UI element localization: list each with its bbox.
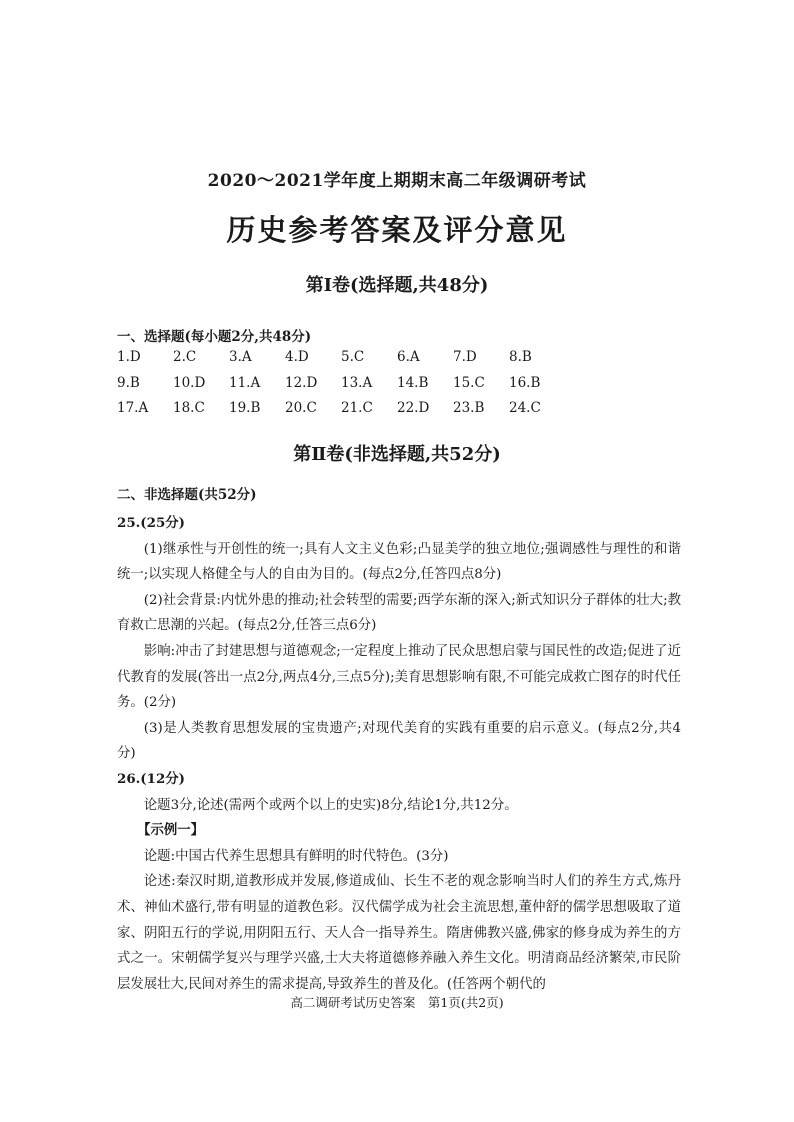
question-26-label: 26.(12分) [117, 770, 185, 787]
answer-item: 12.D [285, 374, 318, 391]
answer-row [117, 349, 677, 375]
page-title: 历史参考答案及评分意见 [226, 213, 568, 247]
answer-item: 10.D [173, 374, 206, 391]
answer-item: 5.C [341, 349, 365, 365]
answer-item: 1.D [117, 349, 141, 365]
q25-part2-impact: 影响:冲击了封建思想与道德观念;一定程度上推动了民众思想启蒙与国民性的改造;促进了近代教育的发展(答出一点2分,两点4分,三点5分);美育思想影响有限,不可能完成救亡图存的时代任务。(2分) [117, 643, 681, 711]
answer-item: 4.D [285, 349, 309, 365]
answer-item: 3.A [229, 349, 252, 365]
answer-item: 17.A [117, 400, 149, 416]
answer-item: 6.A [397, 349, 420, 365]
answer-item: 2.C [173, 349, 197, 365]
answer-item: 21.C [341, 400, 373, 416]
answer-item: 24.C [509, 400, 541, 416]
part1-title: 第Ⅰ卷(选择题,共48分) [305, 275, 489, 296]
answer-item: 20.C [285, 400, 317, 416]
part2-title: 第Ⅱ卷(非选择题,共52分) [293, 444, 501, 465]
answer-item: 15.C [453, 374, 485, 391]
answer-item: 13.A [341, 374, 373, 391]
example-one-label: 【示例一】 [137, 822, 205, 839]
mc-answer-grid [117, 349, 677, 426]
essay-answers [117, 511, 681, 997]
q25-part2-background: (2)社会背景:内忧外患的推动;社会转型的需要;西学东渐的深入;新式知识分子群体的壮大;教育救亡思潮的兴起。(每点2分,任答三点6分) [117, 592, 681, 634]
answer-item: 23.B [453, 400, 485, 416]
answer-item: 22.D [397, 400, 430, 416]
q26-scoring-rule: 论题3分,论述(需两个或两个以上的史实)8分,结论1分,共12分。 [143, 797, 518, 813]
answer-item: 14.B [397, 374, 429, 391]
answer-item: 19.B [229, 400, 261, 416]
answer-item: 8.B [509, 349, 532, 365]
question-25-label: 25.(25分) [117, 515, 185, 531]
q26-thesis: 论题:中国古代养生思想具有鲜明的时代特色。(3分) [143, 848, 449, 864]
answer-item: 11.A [229, 374, 261, 391]
section1-heading: 一、选择题(每小题2分,共48分) [117, 329, 312, 345]
answer-row [117, 375, 677, 401]
answer-item: 18.C [173, 400, 205, 416]
exam-title: 2020～2021学年度上期期末高二年级调研考试 [207, 171, 587, 191]
answer-item: 16.B [509, 374, 541, 391]
q25-part1-answer: (1)继承性与开创性的统一;具有人文主义色彩;凸显美学的独立地位;强调感性与理性的和谐统一;以实现人格健全与人的自由为目的。(每点2分,任答四点8分) [117, 541, 681, 583]
answer-item: 9.B [117, 374, 140, 391]
answer-row [117, 400, 677, 426]
answer-item: 7.D [453, 349, 477, 365]
page-footer: 高二调研考试历史答案 第1页(共2页) [290, 995, 504, 1010]
q26-argument: 论述:秦汉时期,道教形成并发展,修道成仙、长生不老的观念影响当时人们的养生方式,炼丹术、神仙术盛行,带有明显的道教色彩。汉代儒学成为社会主流思想,董仲舒的儒学思想吸取了道家、阴阳五行的学说,用阴阳五行、天人合一指导养生。隋唐佛教兴盛,佛家的修身成为养生的方式之一。宋朝儒学复兴与理学兴盛,士大夫将道德修养融入养生文化。明清商品经济繁荣,市民阶层发展壮大,民间对养生的需求提高,导致养生的普及化。(任答两个朝代的 [117, 874, 681, 992]
section2-heading: 二、非选择题(共52分) [117, 487, 257, 503]
q25-part3-answer: (3)是人类教育思想发展的宝贵遗产;对现代美育的实践有重要的启示意义。(每点2分,共4分) [117, 720, 681, 762]
